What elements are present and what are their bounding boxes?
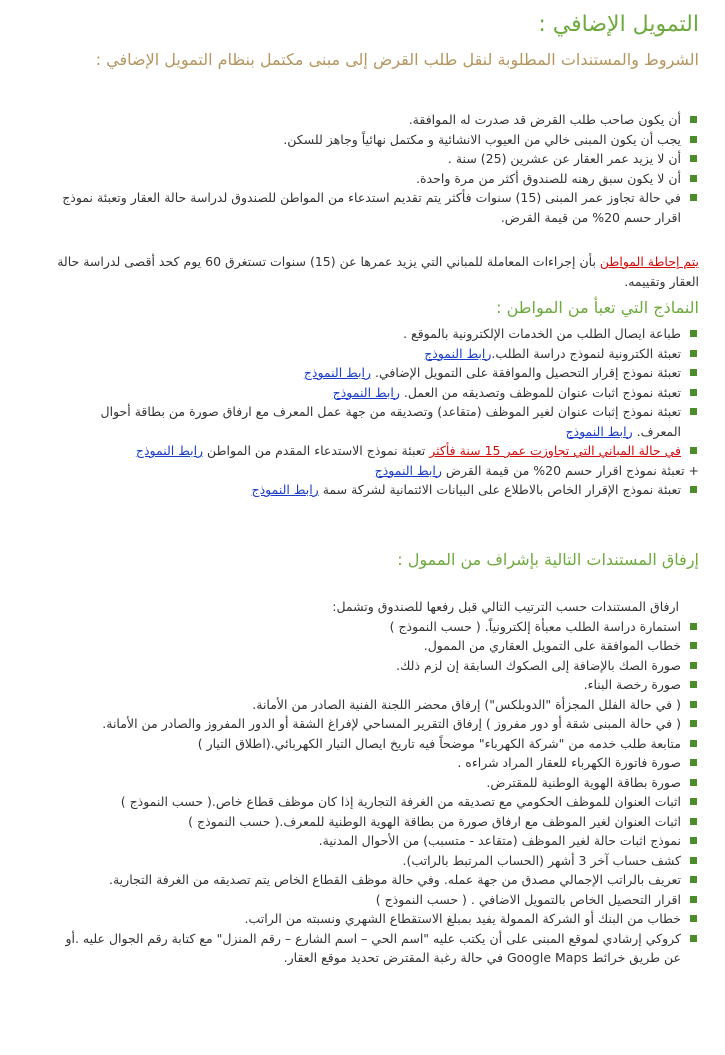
page-title: التمويل الإضافي : bbox=[538, 12, 699, 37]
form-item bbox=[54, 461, 699, 481]
document-item bbox=[54, 792, 699, 812]
document-item bbox=[54, 656, 699, 676]
form-item bbox=[54, 344, 699, 364]
document-text: خطاب الموافقة على التمويل العقاري من الممول. bbox=[423, 638, 681, 653]
notice-text: بأن إجراءات المعاملة للمباني التي يزيد عمرها عن (15) سنوات تستغرق 60 يوم كحد أقصى لدراسة حالة العقار وتقييمه. bbox=[57, 254, 699, 289]
document-item bbox=[54, 812, 699, 832]
document-item bbox=[54, 636, 699, 656]
document-text: صورة فاتورة الكهرباء للعقار المراد شراءه . bbox=[457, 755, 681, 770]
document-text: نموذج اثبات حالة لغير الموظف (متقاعد - متسبب) من الأحوال المدنية. bbox=[318, 833, 681, 848]
form-item-highlight: في حالة المباني التي تجاوزت عمر 15 سنة فأكثر bbox=[429, 443, 681, 458]
document-item bbox=[54, 753, 699, 773]
form-item bbox=[54, 441, 699, 461]
documents-section-title: إرفاق المستندات التالية بإشراف من الممول : bbox=[397, 550, 699, 569]
form-link[interactable]: رابط النموذج bbox=[565, 423, 633, 439]
form-link[interactable]: رابط النموذج bbox=[332, 384, 400, 400]
form-item-text: تعبئة نموذج اثبات عنوان للموظف وتصديقه من العمل. bbox=[399, 384, 681, 400]
condition-item bbox=[54, 149, 699, 169]
document-text: صورة رخصة البناء. bbox=[583, 677, 681, 692]
document-item bbox=[54, 909, 699, 929]
document-text: استمارة دراسة الطلب معبأة إلكترونياً. ( حسب النموذج ) bbox=[389, 618, 681, 634]
document-text: اثبات العنوان لغير الموظف مع ارفاق صورة من بطاقة الهوية الوطنية للمعرف.( حسب النموذج ) bbox=[188, 813, 681, 829]
documents-block bbox=[54, 597, 699, 968]
condition-item bbox=[54, 188, 699, 227]
document-text: خطاب من البنك أو الشركة الممولة يفيد بمبلغ الاستقطاع الشهري ونسبته من الراتب. bbox=[244, 911, 681, 926]
conditions-list bbox=[54, 110, 699, 227]
notice-paragraph bbox=[54, 252, 699, 292]
condition-text: في حالة تجاوز عمر المبنى (15) سنوات فأكثر يتم تقديم استدعاء من المواطن للصندوق لدراسة حالة العقار وتعبئة نموذج اقرار حسم 20% من قيمة القرض. bbox=[62, 190, 681, 225]
form-item-text: تعبئة الكترونية لنموذج دراسة الطلب. bbox=[491, 345, 681, 361]
form-item-text: تعبئة نموذج الاستدعاء المقدم من المواطن bbox=[203, 443, 430, 458]
condition-item bbox=[54, 130, 699, 150]
form-link[interactable]: رابط النموذج bbox=[303, 365, 372, 380]
form-item bbox=[54, 402, 699, 441]
document-item bbox=[54, 851, 699, 871]
document-text: تعريف بالراتب الإجمالي مصدق من جهة عمله. وفي حالة موظف القطاع الخاص يتم تصديقه من الغرفة التجارية. bbox=[109, 872, 681, 887]
document-item bbox=[54, 773, 699, 793]
document-text: ( في حالة الفلل المجزأة "الدوبلكس") إرفاق محضر اللجنة الفنية الصادر من الأمانة. bbox=[252, 696, 681, 712]
form-item-text: تعبئة نموذج إثبات عنوان لغير الموظف (متقاعد) وتصديقه من جهة عمل المعرف مع ارفاق صورة من بطاقة أحوال المعرف. bbox=[100, 404, 681, 439]
documents-list bbox=[54, 617, 699, 968]
document-text: صورة بطاقة الهوية الوطنية للمقترض. bbox=[486, 774, 681, 790]
document-item bbox=[54, 617, 699, 637]
document-text: متابعة طلب خدمه من "شركة الكهرباء" موضحاً فيه تاريخ ايصال التيار الكهربائي.(اطلاق التيار ) bbox=[197, 735, 681, 751]
page-subtitle: الشروط والمستندات المطلوبة لنقل طلب القرض إلى مبنى مكتمل بنظام التمويل الإضافي : bbox=[95, 50, 699, 69]
form-link[interactable]: رابط النموذج bbox=[374, 462, 442, 478]
form-link[interactable]: رابط النموذج bbox=[424, 345, 492, 361]
document-item bbox=[54, 831, 699, 851]
document-item bbox=[54, 734, 699, 754]
document-item bbox=[54, 870, 699, 890]
condition-text: يجب أن يكون المبنى خالي من العيوب الانشائية و مكتمل نهائياً وجاهز للسكن. bbox=[283, 131, 681, 147]
form-item bbox=[54, 324, 699, 344]
document-text: اقرار التحصيل الخاص بالتمويل الاضافي . ( حسب النموذج ) bbox=[375, 891, 681, 907]
form-item-text: طباعة ايصال الطلب من الخدمات الإلكترونية بالموقع . bbox=[403, 326, 681, 341]
condition-text: أن يكون صاحب طلب القرض قد صدرت له الموافقة. bbox=[408, 112, 681, 127]
notice-highlight: يتم إحاطة المواطن bbox=[599, 254, 699, 269]
documents-intro: ارفاق المستندات حسب الترتيب التالي قبل رفعها للصندوق وتشمل: bbox=[332, 599, 679, 614]
document-text: اثبات العنوان للموظف الحكومي مع تصديقه من الغرفة التجارية إذا كان موظف قطاع خاص.( حسب النموذج ) bbox=[120, 794, 681, 809]
document-text: صورة الصك بالإضافة إلى الصكوك السابقة إن لزم ذلك. bbox=[396, 657, 681, 673]
form-item bbox=[54, 383, 699, 403]
form-item bbox=[54, 363, 699, 383]
condition-item bbox=[54, 169, 699, 189]
condition-text: أن لا يكون سبق رهنه للصندوق أكثر من مرة واحدة. bbox=[416, 170, 681, 186]
document-text: ( في حالة المبنى شقة أو دور مفروز ) إرفاق التقرير المساحي لإفراغ الشقة أو الدور المفروز والصادر من الأمانة. bbox=[102, 716, 681, 731]
form-item-text: + تعبئة نموذج اقرار حسم 20% من قيمة القرض bbox=[441, 462, 699, 478]
document-item bbox=[54, 929, 699, 968]
document-text: كشف حساب آخر 3 أشهر (الحساب المرتبط بالراتب). bbox=[402, 852, 681, 868]
form-link[interactable]: رابط النموذج bbox=[135, 443, 204, 458]
forms-list bbox=[54, 324, 699, 500]
document-item bbox=[54, 714, 699, 734]
document-item bbox=[54, 695, 699, 715]
forms-section-title: النماذج التي تعبأ من المواطن : bbox=[496, 298, 699, 317]
form-item-text: تعبئة نموذج الإقرار الخاص بالاطلاع على البيانات الائتمانية لشركة سمة bbox=[318, 482, 681, 497]
document-text: كروكي إرشادي لموقع المبنى على أن يكتب عليه "اسم الحي – اسم الشارع – رقم المنزل" مع كتابة رقم الجوال عليه .أو عن طريق خرائط Google Maps في حالة رغبة المقترض تحديد موقع العقار. bbox=[65, 930, 681, 965]
form-link[interactable]: رابط النموذج bbox=[251, 482, 319, 497]
document-item bbox=[54, 890, 699, 910]
condition-text: أن لا يزيد عمر العقار عن عشرين (25) سنة . bbox=[447, 151, 681, 166]
form-item bbox=[54, 480, 699, 500]
document-item bbox=[54, 675, 699, 695]
condition-item bbox=[54, 110, 699, 130]
form-item-text: تعبئة نموذج إقرار التحصيل والموافقة على التمويل الإضافي. bbox=[371, 365, 681, 380]
